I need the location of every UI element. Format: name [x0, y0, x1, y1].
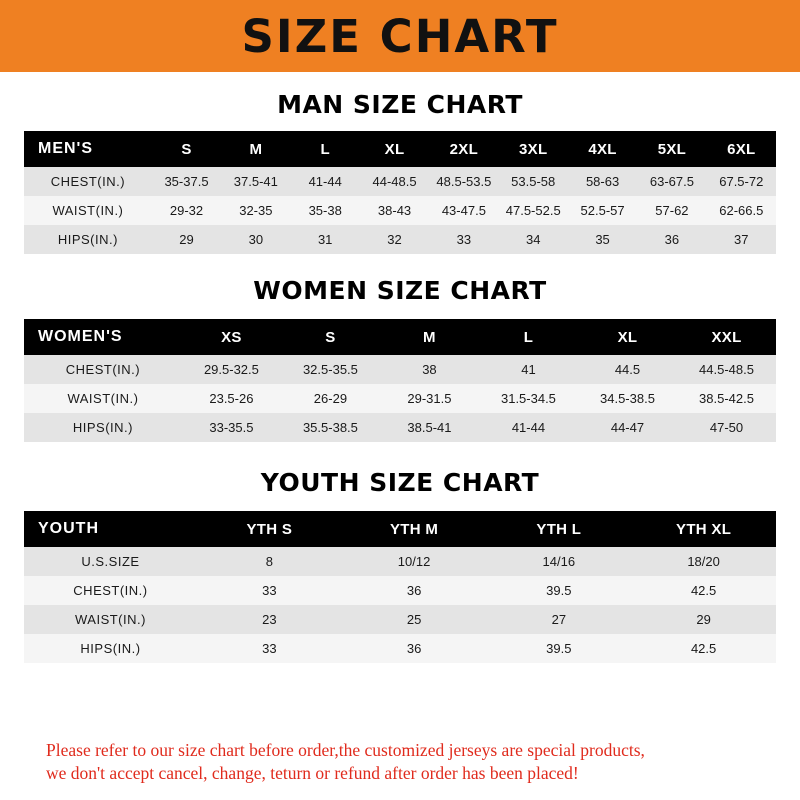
note-line-1: Please refer to our size chart before order,the customized jerseys are special products,: [46, 739, 645, 760]
table-cell: 63-67.5: [649, 174, 694, 189]
table-header-row: [24, 319, 776, 355]
table-row: [24, 384, 776, 413]
table-women: [24, 319, 776, 442]
table-cell: 42.5: [690, 641, 717, 656]
table-cell: 35.5-38.5: [302, 420, 358, 435]
column-header: XXL: [711, 328, 742, 346]
column-header: XS: [221, 328, 242, 346]
table-cell: 62-66.5: [719, 203, 764, 218]
table-cell: 52.5-57: [580, 203, 625, 218]
column-header: XL: [384, 140, 405, 158]
table-cell: 44.5: [614, 362, 641, 377]
row-header: HIPS(IN.): [72, 420, 134, 435]
row-header: HIPS(IN.): [57, 232, 118, 247]
row-header: WAIST(IN.): [75, 612, 146, 627]
table-row: [24, 167, 776, 196]
column-header: L: [523, 328, 534, 346]
note-line-2: we don't accept cancel, change, teturn or refund after order has been placed!: [46, 763, 579, 784]
table-cell: 29.5-32.5: [203, 362, 259, 377]
table-cell: 35-38: [308, 203, 342, 218]
table-cell: 58-63: [585, 174, 620, 189]
row-header: WAIST(IN.): [52, 203, 124, 218]
column-header: 6XL: [727, 140, 756, 158]
table-cell: 37.5-41: [233, 174, 278, 189]
column-header: S: [181, 140, 192, 158]
column-header: 3XL: [519, 140, 548, 158]
content: [0, 72, 800, 800]
table-cell: 39.5: [546, 641, 572, 656]
table-row: [24, 355, 776, 384]
table-cell: 41-44: [511, 420, 546, 435]
table-cell: 33: [262, 641, 277, 656]
table-cell: 23.5-26: [209, 391, 254, 406]
column-header: YTH M: [389, 520, 439, 538]
table-cell: 34: [525, 232, 541, 247]
section-title-women: WOMEN SIZE CHART: [253, 276, 547, 305]
table-youth: [24, 511, 776, 663]
table-header-row: [24, 131, 776, 167]
table-row: [24, 547, 776, 576]
column-header: 5XL: [657, 140, 687, 158]
table-cell: 37: [734, 232, 749, 247]
column-header: 2XL: [449, 140, 479, 158]
table-cell: 10/12: [397, 554, 431, 569]
page-title: SIZE CHART: [241, 9, 559, 63]
footer-note: [24, 727, 776, 800]
table-cell: 47.5-52.5: [505, 203, 561, 218]
column-header: L: [320, 140, 330, 158]
table-cell: 32-35: [239, 203, 273, 218]
row-header: U.S.SIZE: [81, 554, 140, 569]
table-men: [24, 131, 776, 254]
table-cell: 29: [696, 612, 711, 627]
table-cell: 27: [551, 612, 567, 627]
table-cell: 43-47.5: [441, 203, 486, 218]
table-cell: 33: [456, 232, 472, 247]
table-row: [24, 634, 776, 663]
column-header: WOMEN'S: [38, 328, 123, 345]
table-cell: 29-32: [169, 203, 204, 218]
table-cell: 23: [262, 612, 277, 627]
column-header: YTH L: [536, 520, 582, 538]
table-header-row: [24, 511, 776, 547]
table-cell: 32.5-35.5: [302, 362, 358, 377]
table-cell: 47-50: [709, 420, 744, 435]
column-header: S: [325, 328, 336, 346]
banner: [0, 0, 800, 72]
row-header: WAIST(IN.): [67, 391, 139, 406]
table-cell: 33-35.5: [209, 420, 254, 435]
table-cell: 35-37.5: [164, 174, 209, 189]
table-cell: 33: [262, 583, 277, 598]
table-cell: 39.5: [546, 583, 572, 598]
table-cell: 38.5-41: [407, 420, 452, 435]
table-cell: 8: [265, 554, 273, 569]
table-men-body: [24, 167, 776, 254]
table-cell: 44-48.5: [372, 174, 417, 189]
table-cell: 53.5-58: [511, 174, 556, 189]
table-cell: 29: [179, 232, 194, 247]
column-header: YTH S: [246, 520, 293, 538]
table-cell: 31: [317, 232, 333, 247]
table-cell: 38: [422, 362, 437, 377]
table-cell: 34.5-38.5: [600, 391, 655, 406]
table-cell: 57-62: [655, 203, 689, 218]
table-cell: 18/20: [687, 554, 720, 569]
column-header: 4XL: [588, 140, 617, 158]
table-row: [24, 225, 776, 254]
table-cell: 38-43: [377, 203, 412, 218]
column-header: M: [423, 328, 436, 346]
table-cell: 14/16: [542, 554, 576, 569]
table-cell: 30: [248, 232, 264, 247]
section-title-man: MAN SIZE CHART: [277, 90, 523, 119]
table-cell: 31.5-34.5: [500, 391, 556, 406]
table-row: [24, 576, 776, 605]
table-cell: 44-47: [610, 420, 645, 435]
table-cell: 29-31.5: [407, 391, 452, 406]
section-title-youth: YOUTH SIZE CHART: [260, 468, 540, 497]
table-cell: 25: [406, 612, 422, 627]
table-row: [24, 413, 776, 442]
column-header: YOUTH: [38, 520, 99, 537]
table-cell: 41: [521, 362, 536, 377]
table-cell: 36: [406, 583, 422, 598]
table-row: [24, 605, 776, 634]
table-cell: 26-29: [313, 391, 348, 406]
row-header: CHEST(IN.): [50, 174, 126, 189]
table-men-header: [24, 131, 776, 167]
table-cell: 32: [387, 232, 402, 247]
table-women-body: [24, 355, 776, 442]
table-cell: 41-44: [308, 174, 342, 189]
row-header: CHEST(IN.): [65, 362, 141, 377]
row-header: CHEST(IN.): [73, 583, 148, 598]
table-cell: 38.5-42.5: [699, 391, 754, 406]
column-header: YTH XL: [676, 520, 732, 538]
table-cell: 44.5-48.5: [699, 362, 754, 377]
row-header: HIPS(IN.): [80, 641, 141, 656]
column-header: XL: [617, 328, 638, 346]
table-row: [24, 196, 776, 225]
table-cell: 48.5-53.5: [436, 174, 492, 189]
table-cell: 36: [664, 232, 680, 247]
table-cell: 36: [406, 641, 422, 656]
table-cell: 67.5-72: [719, 174, 764, 189]
table-youth-body: [24, 547, 776, 663]
table-women-header: [24, 319, 776, 355]
column-header: MEN'S: [38, 140, 94, 157]
table-cell: 35: [595, 232, 610, 247]
table-youth-header: [24, 511, 776, 547]
table-cell: 42.5: [690, 583, 717, 598]
column-header: M: [249, 140, 263, 158]
